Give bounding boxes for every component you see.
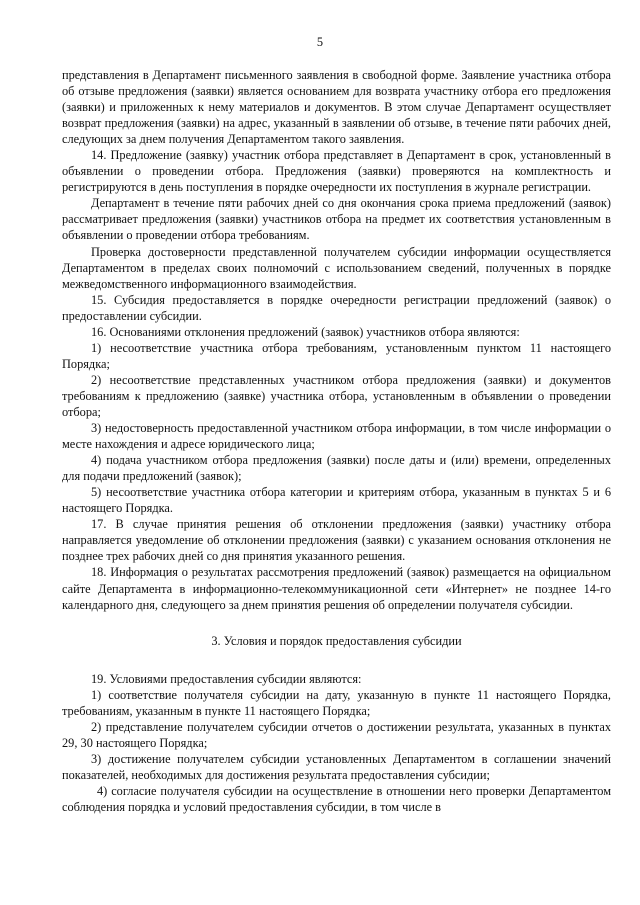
- paragraph-16: 16. Основаниями отклонения предложений (заявок) участников отбора являются:: [91, 324, 520, 339]
- list-item-19-1: 1) соответствие получателя субсидии на дату, указанную в пункте 11 настоящего Порядка, требованиям, указанным в пункте 11 настоящего Порядка;: [62, 687, 611, 718]
- paragraph-18: 18. Информация о результатах рассмотрения предложений (заявок) размещается на официальном сайте Департамента в информационно-телекоммуникационной сети «Интернет» не позднее 14-го календарного дня, следующего за днем принятия решения об определении получателя субсидии.: [62, 565, 611, 612]
- section-heading: 3. Условия и порядок предоставления субсидии: [211, 633, 462, 648]
- paragraph-17: 17. В случае принятия решения об отклонении предложения (заявки) участнику отбора направляется уведомление об отклонении предложения (заявки) с указанием основания отклонения не позднее трех рабочих дней со дня принятия указанного решения.: [62, 517, 611, 564]
- document-body: [62, 67, 611, 815]
- paragraph-review: Департамент в течение пяти рабочих дней со дня окончания срока приема предложений (заявок) рассматривает предложения (заявки) участников отбора на предмет их соответствия установленным в объявлении о проведении отбора требованиям.: [62, 196, 611, 243]
- list-item-16-2: 2) несоответствие представленных участником отбора предложения (заявки) и документов требованиям к предложению (заявке) участника отбора, установленным в объявлении о проведении отбора;: [62, 372, 611, 419]
- list-item-19-2: 2) представление получателем субсидии отчетов о достижении результата, указанных в пунктах 29, 30 настоящего Порядка;: [62, 719, 611, 750]
- paragraph-14: 14. Предложение (заявку) участник отбора представляет в Департамент в срок, установленный в объявлении о проведении отбора. Предложения (заявки) проверяются на комплектность и регистрируются в день поступления в порядке очередности их поступления в журнале регистрации.: [62, 148, 611, 195]
- list-item-16-1: 1) несоответствие участника отбора требованиям, установленным пунктом 11 настоящего Порядка;: [62, 340, 611, 371]
- paragraph-verification: Проверка достоверности представленной получателем субсидии информации осуществляется Департаментом в пределах своих полномочий с использованием сведений, полученных в порядке межведомственного информационного взаимодействия.: [62, 244, 611, 291]
- paragraph-19: 19. Условиями предоставления субсидии являются:: [91, 671, 362, 686]
- paragraph-15: 15. Субсидия предоставляется в порядке очередности регистрации предложений (заявок) о предоставлении субсидии.: [62, 292, 611, 323]
- list-item-16-4: 4) подача участником отбора предложения (заявки) после даты и (или) времени, определенных для подачи предложений (заявок);: [62, 453, 611, 484]
- list-item-16-3: 3) недостоверность предоставленной участником отбора информации, в том числе информации о месте нахождения и адресе юридического лица;: [62, 421, 611, 452]
- page-number: 5: [316, 35, 324, 49]
- paragraph-continuation: представления в Департамент письменного заявления в свободной форме. Заявление участника отбора об отзыве предложения (заявки) является основанием для возврата участнику отбора его предложения (заявки) и приложенных к нему материалов и документов. В этом случае Департамент осуществляет возврат предложения (заявки) на адрес, указанный в заявлении об отзыве, в течение пяти рабочих дней, следующих за днем получения Департаментом такого заявления.: [62, 68, 611, 147]
- list-item-16-5: 5) несоответствие участника отбора категории и критериям отбора, указанным в пунктах 5 и 6 настоящего Порядка.: [62, 485, 611, 516]
- list-item-19-4: 4) согласие получателя субсидии на осуществление в отношении него проверки Департаментом соблюдения порядка и условий предоставления субсидии, в том числе в: [62, 783, 611, 815]
- list-item-19-3: 3) достижение получателем субсидии установленных Департаментом в соглашении значений показателей, необходимых для достижения результата предоставления субсидии;: [62, 751, 611, 782]
